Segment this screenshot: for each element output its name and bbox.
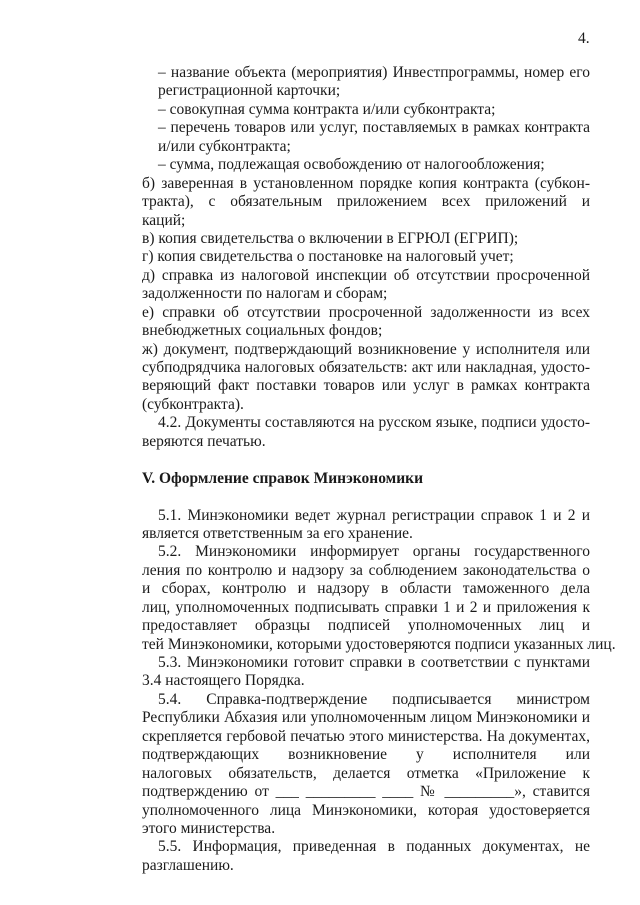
text-line: и/или субконтракта; bbox=[158, 137, 291, 155]
text-line: 5.4. Справка-подтверждение подписывается министром bbox=[158, 690, 590, 708]
text-line: лиц, уполномоченных подписывать справки 1 и 2 и приложения к bbox=[142, 598, 590, 616]
text-line: субподрядчика налоговых обязательств: акт или накладная, удосто- bbox=[142, 359, 590, 376]
text-line: тракта), с обязательным приложением всех приложений и bbox=[142, 193, 590, 211]
text-line: (субконтракта). bbox=[142, 395, 244, 413]
text-line: веряющий факт поставки товаров или услуг в рамках контракта bbox=[142, 377, 590, 395]
text-line: веряются печатью. bbox=[142, 432, 266, 450]
text-line: Республики Абхазия или уполномоченным лицом Минэкономики и bbox=[142, 709, 590, 727]
text-line: предоставляет образцы подписей уполномоченных лиц и bbox=[142, 617, 590, 635]
text-line: ления по контролю и надзору за соблюдением законодательства о bbox=[142, 561, 590, 579]
text-line: – перечень товаров или услуг, поставляемых в рамках контракта bbox=[158, 119, 590, 137]
text-line: и сборах, контролю и надзору в области таможенного дела bbox=[142, 580, 590, 598]
text-line: разглашению. bbox=[142, 856, 234, 874]
text-line: – сумма, подлежащая освобождению от налогообложения; bbox=[158, 156, 545, 174]
text-line: 4.2. Документы составляются на русском языке, подписи удосто- bbox=[158, 414, 590, 432]
text-line: каций; bbox=[142, 211, 186, 229]
text-line: 5.1. Минэкономики ведет журнал регистрации справок 1 и 2 и bbox=[158, 506, 590, 524]
text-line: 5.2. Минэкономики информирует органы государственного bbox=[158, 543, 590, 561]
text-line: уполномоченного лица Минэкономики, которая удостоверяется bbox=[142, 801, 590, 819]
text-line: задолженности по налогам и сборам; bbox=[142, 285, 388, 303]
document-body bbox=[142, 64, 616, 875]
text-line: скрепляется гербовой печатью этого министерства. На документах, bbox=[142, 727, 590, 745]
text-line: в) копия свидетельства о включении в ЕГРЮЛ (ЕГРИП); bbox=[142, 229, 519, 247]
section-heading: V. Оформление справок Минэкономики bbox=[142, 469, 424, 487]
text-line: внебюджетных социальных фондов; bbox=[142, 322, 383, 340]
page-number: 4. bbox=[578, 30, 590, 47]
text-line: 5.3. Минэкономики готовит справки в соответствии с пунктами bbox=[158, 654, 590, 671]
text-line: е) справки об отсутствии просроченной задолженности из всех bbox=[142, 303, 590, 321]
text-line: этого министерства. bbox=[142, 819, 276, 837]
text-line: – совокупная сумма контракта и/или субконтракта; bbox=[158, 100, 496, 118]
text-line: – название объекта (мероприятия) Инвестпрограммы, номер его bbox=[158, 64, 590, 81]
text-line: подтверждающих возникновение у исполнителя или bbox=[142, 746, 590, 764]
text-line: налоговых обязательств, делается отметка «Приложение к bbox=[142, 764, 590, 782]
text-line: ж) документ, подтверждающий возникновение у исполнителя или bbox=[142, 340, 590, 358]
text-line: тей Минэкономики, которыми удостоверяются подписи указанных лиц. bbox=[142, 635, 616, 653]
text-line: г) копия свидетельства о постановке на налоговый учет; bbox=[142, 248, 514, 266]
text-line: подтверждению от ___ _________ ____ № _________», ставится bbox=[142, 783, 590, 801]
text-line: 3.4 настоящего Порядка. bbox=[142, 672, 305, 690]
text-line: является ответственным за его хранение. bbox=[142, 524, 413, 542]
text-line: 5.5. Информация, приведенная в поданных документах, не bbox=[158, 838, 590, 856]
text-line: д) справка из налоговой инспекции об отсутствии просроченной bbox=[142, 266, 590, 284]
text-line: б) заверенная в установленном порядке копия контракта (субкон- bbox=[142, 174, 590, 192]
text-line: регистрационной карточки; bbox=[158, 82, 341, 100]
